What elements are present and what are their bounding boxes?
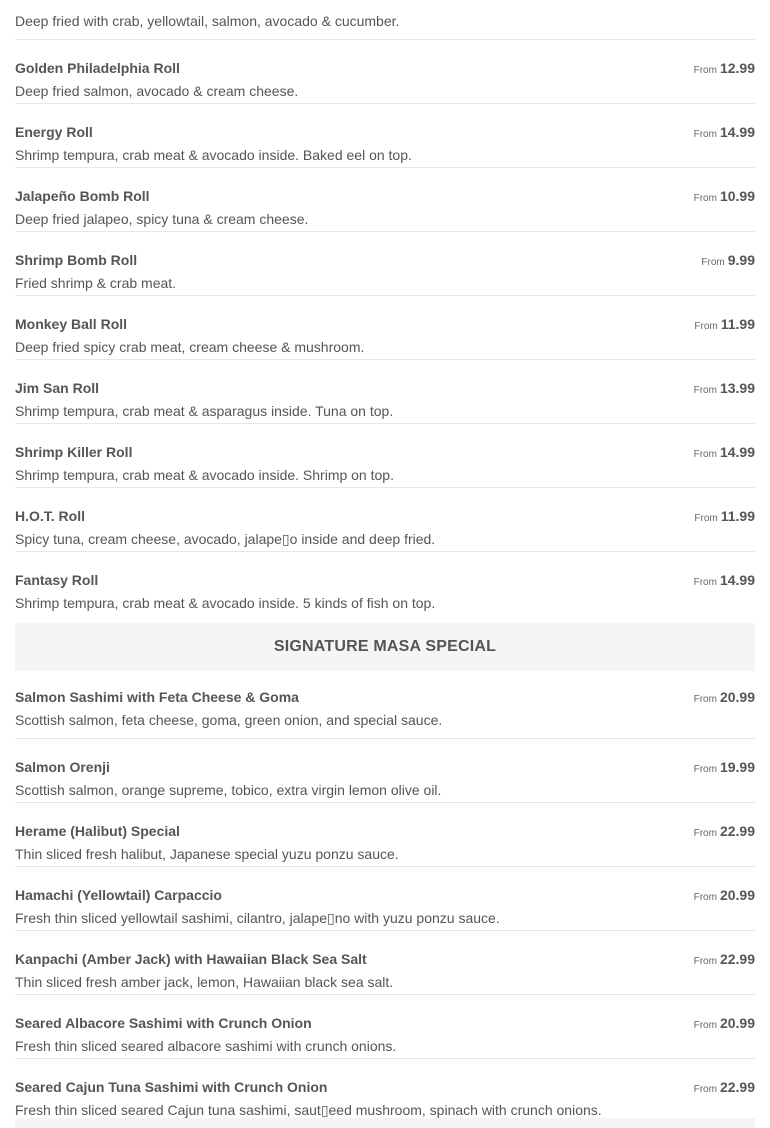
price-from-label: From bbox=[693, 129, 717, 140]
menu-item[interactable] bbox=[15, 296, 755, 360]
item-price bbox=[694, 315, 755, 336]
item-description: Fried shrimp & crab meat. bbox=[15, 275, 177, 291]
item-name: Salmon Orenji bbox=[15, 759, 110, 775]
price-from-label: From bbox=[693, 449, 717, 460]
price-from-label: From bbox=[693, 892, 717, 903]
menu-item[interactable] bbox=[15, 995, 755, 1059]
menu-item[interactable] bbox=[15, 104, 755, 168]
item-price bbox=[694, 758, 755, 779]
item-name: Salmon Sashimi with Feta Cheese & Goma bbox=[15, 689, 299, 705]
section-header-signature: SIGNATURE MASA SPECIAL bbox=[15, 623, 755, 671]
price-from-label: From bbox=[693, 385, 717, 396]
item-price bbox=[694, 59, 755, 80]
item-price bbox=[701, 251, 755, 272]
item-name: Jalapeño Bomb Roll bbox=[15, 188, 150, 204]
item-description: Thin sliced fresh halibut, Japanese special yuzu ponzu sauce. bbox=[15, 846, 399, 862]
signature-section bbox=[15, 671, 755, 1122]
item-price bbox=[694, 1014, 755, 1035]
item-description: Shrimp tempura, crab meat & asparagus inside. Tuna on top. bbox=[15, 403, 394, 419]
price-value: 22.99 bbox=[719, 823, 755, 839]
item-name: Energy Roll bbox=[15, 124, 93, 140]
menu-item[interactable] bbox=[15, 867, 755, 931]
item-description: Deep fried jalapeo, spicy tuna & cream cheese. bbox=[15, 211, 309, 227]
item-description: Deep fried salmon, avocado & cream cheese. bbox=[15, 83, 299, 99]
item-price bbox=[694, 187, 755, 208]
item-price bbox=[694, 123, 755, 144]
item-description: Deep fried with crab, yellowtail, salmon, avocado & cucumber. bbox=[15, 13, 400, 29]
menu-item[interactable] bbox=[15, 1059, 755, 1122]
price-value: 13.99 bbox=[719, 380, 755, 396]
item-name: Seared Cajun Tuna Sashimi with Crunch Onion bbox=[15, 1079, 328, 1095]
rolls-section bbox=[15, 0, 755, 615]
item-name: H.O.T. Roll bbox=[15, 508, 85, 524]
item-name: Golden Philadelphia Roll bbox=[15, 60, 180, 76]
item-name: Kanpachi (Amber Jack) with Hawaiian Black Sea Salt bbox=[15, 951, 367, 967]
menu-item[interactable] bbox=[15, 552, 755, 615]
price-value: 14.99 bbox=[719, 572, 755, 588]
menu-list bbox=[15, 0, 755, 1122]
menu-item[interactable] bbox=[15, 40, 755, 104]
item-description: Fresh thin sliced seared Cajun tuna sashimi, saut▯eed mushroom, spinach with crunch onions. bbox=[15, 1102, 602, 1118]
menu-item[interactable] bbox=[15, 232, 755, 296]
price-from-label: From bbox=[693, 1084, 717, 1095]
price-from-label: From bbox=[694, 513, 718, 524]
item-description: Fresh thin sliced yellowtail sashimi, cilantro, jalape▯no with yuzu ponzu sauce. bbox=[15, 910, 500, 926]
price-value: 14.99 bbox=[719, 124, 755, 140]
price-value: 11.99 bbox=[720, 316, 755, 332]
menu-item[interactable] bbox=[15, 0, 755, 40]
price-value: 20.99 bbox=[719, 1015, 755, 1031]
menu-item[interactable] bbox=[15, 488, 755, 552]
item-description: Deep fried spicy crab meat, cream cheese & mushroom. bbox=[15, 339, 365, 355]
menu-item[interactable] bbox=[15, 360, 755, 424]
item-description: Scottish salmon, feta cheese, goma, green onion, and special sauce. bbox=[15, 712, 443, 728]
item-description: Shrimp tempura, crab meat & avocado inside. Shrimp on top. bbox=[15, 467, 394, 483]
menu-item[interactable] bbox=[15, 168, 755, 232]
price-from-label: From bbox=[693, 193, 717, 204]
menu-item[interactable] bbox=[15, 803, 755, 867]
item-price bbox=[694, 507, 755, 528]
price-value: 11.99 bbox=[720, 508, 755, 524]
item-description: Scottish salmon, orange supreme, tobico, extra virgin lemon olive oil. bbox=[15, 782, 442, 798]
item-description: Shrimp tempura, crab meat & avocado inside. 5 kinds of fish on top. bbox=[15, 595, 436, 611]
price-from-label: From bbox=[693, 764, 717, 775]
price-value: 12.99 bbox=[719, 60, 755, 76]
next-section-header bbox=[15, 1118, 755, 1128]
price-value: 22.99 bbox=[719, 951, 755, 967]
item-price bbox=[694, 950, 755, 971]
item-price bbox=[694, 688, 755, 709]
item-price bbox=[752, 0, 755, 10]
item-price bbox=[694, 886, 755, 907]
price-value: 20.99 bbox=[719, 689, 755, 705]
price-value: 20.99 bbox=[719, 887, 755, 903]
price-from-label: From bbox=[693, 577, 717, 588]
price-value: 22.99 bbox=[719, 1079, 755, 1095]
item-description: Shrimp tempura, crab meat & avocado inside. Baked eel on top. bbox=[15, 147, 412, 163]
item-name: Shrimp Bomb Roll bbox=[15, 252, 138, 268]
item-description: Spicy tuna, cream cheese, avocado, jalape▯o inside and deep fried. bbox=[15, 531, 436, 547]
price-value: 14.99 bbox=[719, 444, 755, 460]
item-name: Herame (Halibut) Special bbox=[15, 823, 180, 839]
price-value: 9.99 bbox=[727, 252, 755, 268]
menu-item[interactable] bbox=[15, 671, 755, 739]
item-description: Thin sliced fresh amber jack, lemon, Hawaiian black sea salt. bbox=[15, 974, 394, 990]
item-price bbox=[694, 443, 755, 464]
price-from-label: From bbox=[693, 65, 717, 76]
item-name: Seared Albacore Sashimi with Crunch Onion bbox=[15, 1015, 312, 1031]
menu-item[interactable] bbox=[15, 931, 755, 995]
item-description: Fresh thin sliced seared albacore sashimi with crunch onions. bbox=[15, 1038, 397, 1054]
item-name: Fantasy Roll bbox=[15, 572, 99, 588]
price-value: 10.99 bbox=[719, 188, 755, 204]
menu-item[interactable] bbox=[15, 424, 755, 488]
price-from-label: From bbox=[693, 1020, 717, 1031]
price-from-label: From bbox=[693, 694, 717, 705]
price-from-label: From bbox=[701, 257, 725, 268]
price-from-label: From bbox=[693, 828, 717, 839]
item-price bbox=[694, 571, 755, 592]
price-from-label: From bbox=[694, 321, 718, 332]
item-name: Monkey Ball Roll bbox=[15, 316, 128, 332]
item-price bbox=[694, 822, 755, 843]
item-name: Shrimp Killer Roll bbox=[15, 444, 133, 460]
item-name: Jim San Roll bbox=[15, 380, 100, 396]
price-value: 19.99 bbox=[719, 759, 755, 775]
menu-item[interactable] bbox=[15, 739, 755, 803]
item-price bbox=[694, 1078, 755, 1099]
item-name: Hamachi (Yellowtail) Carpaccio bbox=[15, 887, 222, 903]
item-price bbox=[694, 379, 755, 400]
price-from-label: From bbox=[693, 956, 717, 967]
